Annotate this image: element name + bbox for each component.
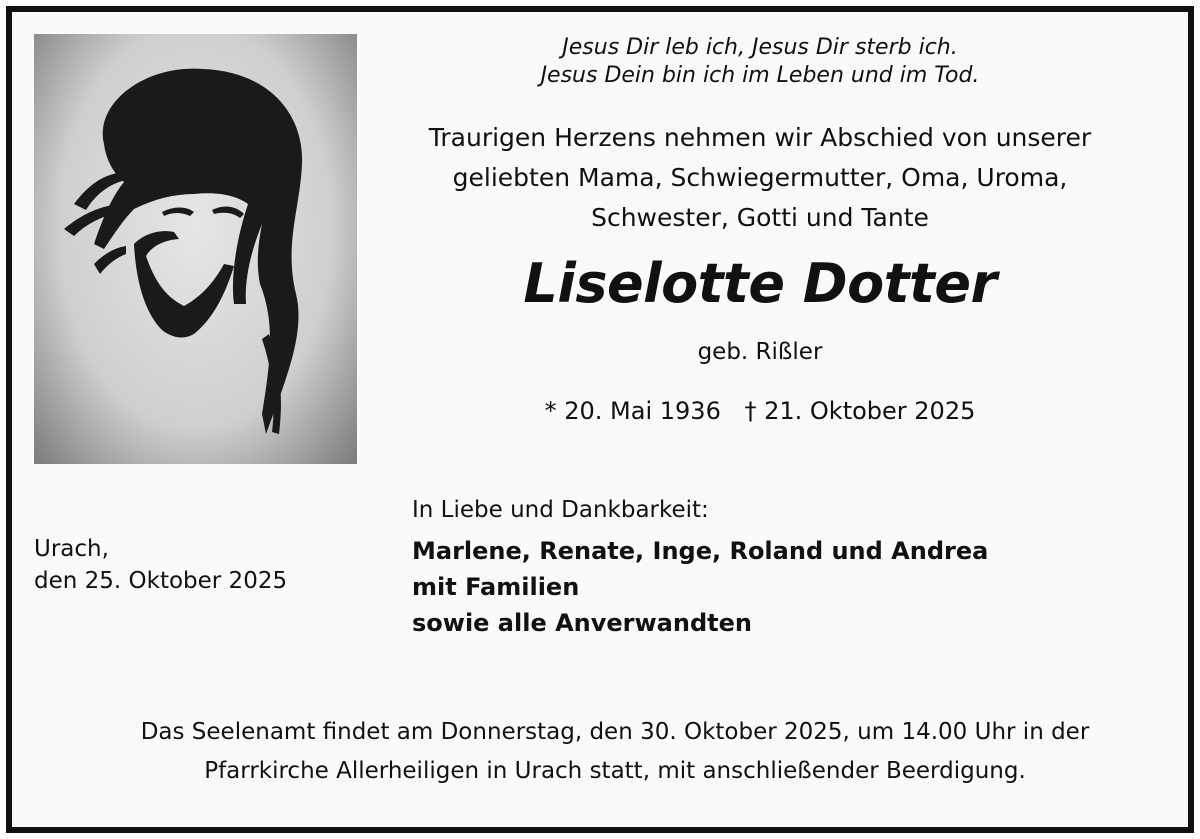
death-date: † 21. Oktober 2025 — [744, 397, 976, 425]
service-line-2: Pfarrkirche Allerheiligen in Urach statt, mit anschließender Beerdigung. — [204, 758, 1026, 784]
maiden-name: geb. Rißler — [697, 339, 823, 365]
place-city: Urach, — [34, 536, 109, 562]
birth-date: * 20. Mai 1936 — [544, 397, 721, 425]
thanks-heading: In Liebe und Dankbarkeit: — [412, 497, 709, 523]
christ-with-crown-of-thorns-icon — [34, 34, 357, 464]
service-line-1: Das Seelenamt findet am Donnerstag, den 30. Oktober 2025, um 14.00 Uhr in der — [140, 719, 1090, 745]
place-date: den 25. Oktober 2025 — [34, 568, 288, 594]
intro-text — [380, 118, 1140, 238]
mourners-line-3: sowie alle Anverwandten — [412, 609, 752, 637]
funeral-service-notice — [40, 713, 1190, 791]
mourners-line-2: mit Familien — [412, 573, 580, 601]
mourners-list — [412, 533, 988, 641]
intro-line-2: geliebten Mama, Schwiegermutter, Oma, Uroma, — [452, 163, 1068, 192]
place-and-date — [34, 533, 287, 597]
mourners-line-1: Marlene, Renate, Inge, Roland und Andrea — [412, 537, 989, 565]
intro-line-3: Schwester, Gotti und Tante — [591, 203, 929, 232]
verse-line-1: Jesus Dir leb ich, Jesus Dir sterb ich. — [562, 35, 958, 60]
intro-line-1: Traurigen Herzens nehmen wir Abschied von unserer — [428, 123, 1092, 152]
bible-verse — [470, 34, 1050, 90]
christ-portrait-image — [34, 34, 357, 464]
deceased-name: Liselotte Dotter — [523, 252, 997, 315]
verse-line-2: Jesus Dein bin ich im Leben und im Tod. — [540, 63, 980, 88]
life-dates — [380, 394, 1140, 428]
